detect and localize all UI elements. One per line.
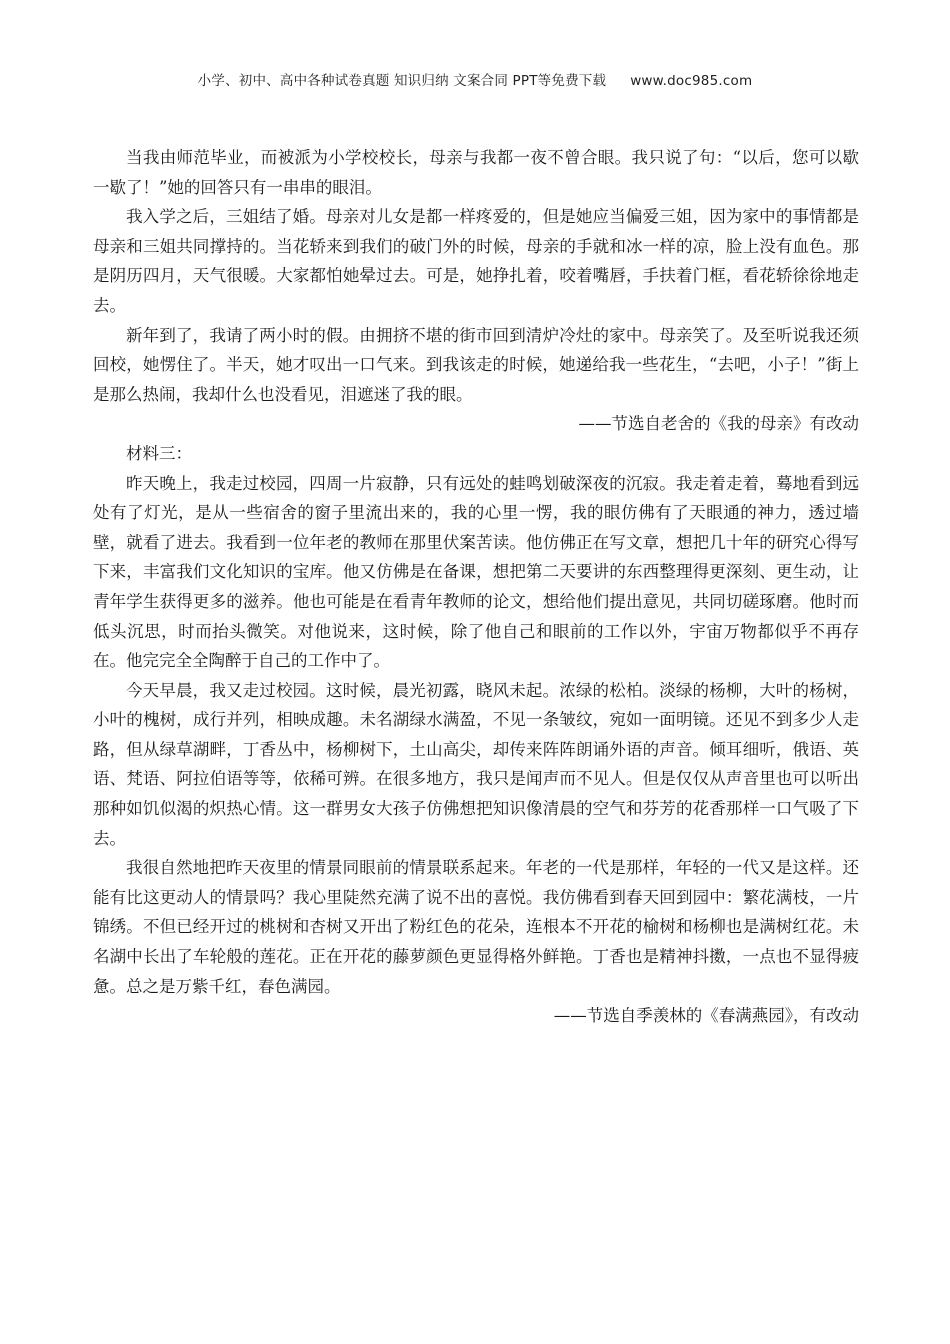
paragraph: 新年到了，我请了两小时的假。由拥挤不堪的街市回到清炉冷灶的家中。母亲笑了。及至听说我还须回校，她愣住了。半天，她才叹出一口气来。到我该走的时候，她递给我一些花生，“去吧，小子！”街上是那么热闹，我却什么也没看见，泪遮迷了我的眼。 bbox=[93, 325, 859, 404]
paragraph: 我入学之后，三姐结了婚。母亲对儿女是都一样疼爱的，但是她应当偏爱三姐，因为家中的事情都是母亲和三姐共同撑持的。当花轿来到我们的破门外的时候，母亲的手就和冰一样的凉，脸上没有血色。那是阴历四月，天气很暖。大家都怕她晕过去。可是，她挣扎着，咬着嘴唇，手扶着门框，看花轿徐徐地走去。 bbox=[93, 207, 859, 315]
paragraph: 当我由师范毕业，而被派为小学校校长，母亲与我都一夜不曾合眼。我只说了句：“以后，您可以歇一歇了！”她的回答只有一串串的眼泪。 bbox=[93, 148, 859, 197]
source-citation: ——节选自老舍的《我的母亲》有改动 bbox=[578, 414, 859, 434]
paragraph: 昨天晚上，我走过校园，四周一片寂静，只有远处的蛙鸣划破深夜的沉寂。我走着走着，蓦地看到远处有了灯光，是从一些宿舍的窗子里流出来的，我的心里一愣，我的眼仿佛有了天眼通的神力，透过墙壁，就看了进去。我看到一位年老的教师在那里伏案苦读。他仿佛正在写文章，想把几十年的研究心得写下来，丰富我们文化知识的宝库。他又仿佛是在备课，想把第二天要讲的东西整理得更深刻、更生动，让青年学生获得更多的滋养。他也可能是在看青年教师的论文，想给他们提出意见，共同切磋琢磨。他时而低头沉思，时而抬头微笑。对他说来，这时候，除了他自己和眼前的工作以外，宇宙万物都似乎不再存在。他完完全全陶醉于自己的工作中了。 bbox=[93, 473, 859, 671]
paragraph: 我很自然地把昨天夜里的情景同眼前的情景联系起来。年老的一代是那样，年轻的一代又是这样。还能有比这更动人的情景吗？我心里陡然充满了说不出的喜悦。我仿佛看到春天回到园中：繁花满枝，一片锦绣。不但已经开过的桃树和杏树又开出了粉红色的花朵，连根本不开花的榆树和杨柳也是满树红花。未名湖中长出了车轮般的莲花。正在开花的藤萝颜色更显得格外鲜艳。丁香也是精神抖擞，一点也不显得疲惫。总之是万紫千红，春色满园。 bbox=[93, 858, 859, 996]
source-citation: ——节选自季羡林的《春满燕园》，有改动 bbox=[553, 1006, 859, 1026]
paragraph: 今天早晨，我又走过校园。这时候，晨光初露，晓风未起。浓绿的松柏。淡绿的杨柳，大叶的杨树，小叶的槐树，成行并列，相映成趣。未名湖绿水满盈，不见一条皱纹，宛如一面明镜。还见不到多少人走路，但从绿草湖畔，丁香丛中，杨柳树下，土山高尖，却传来阵阵朗诵外语的声音。倾耳细听，俄语、英语、梵语、阿拉伯语等等，依稀可辨。在很多地方，我只是闻声而不见人。但是仅仅从声音里也可以听出那种如饥似渴的炽热心情。这一群男女大孩子仿佛想把知识像清晨的空气和芬芳的花香那样一口气吸了下去。 bbox=[93, 680, 859, 848]
header-url[interactable]: www.doc985.com bbox=[630, 73, 753, 89]
header-text: 小学、初中、高中各种试卷真题 知识归纳 文案合同 PPT等免费下载 bbox=[197, 73, 607, 89]
document-body bbox=[93, 143, 859, 1031]
material-label: 材料三： bbox=[126, 443, 192, 463]
page-header bbox=[0, 69, 950, 89]
